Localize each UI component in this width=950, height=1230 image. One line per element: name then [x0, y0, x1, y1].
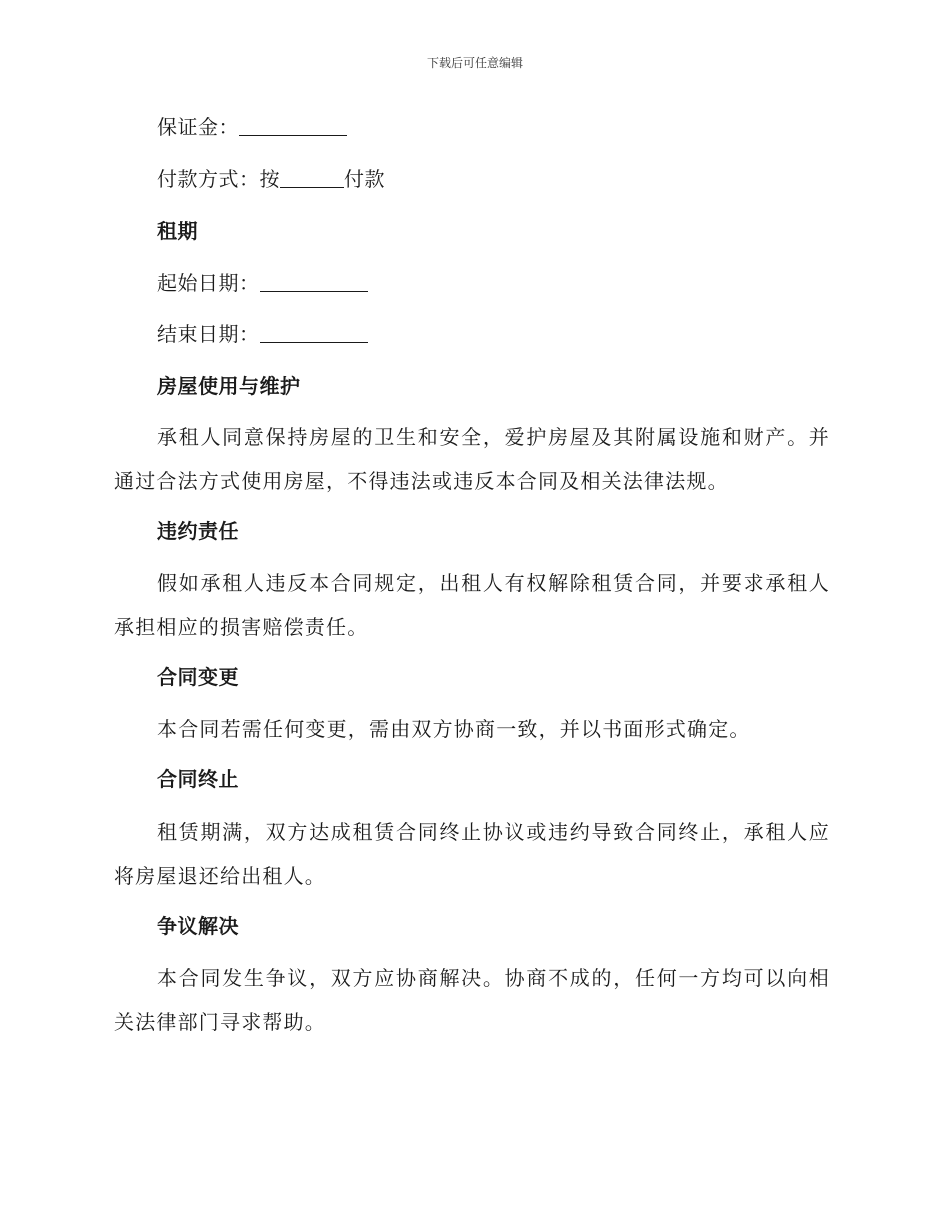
section-heading-breach: 违约责任 — [157, 519, 239, 543]
payment-suffix: 付款 — [344, 167, 385, 191]
end-date-label: 结束日期： — [157, 322, 260, 346]
page-header-note: 下载后可任意编辑 — [426, 56, 523, 70]
section-body-usage: 承租人同意保持房屋的卫生和安全，爱护房屋及其附属设施和财产。并通过合法方式使用房屋，不得违法或违反本合同及相关法律法规。 — [114, 425, 830, 493]
start-date-label: 起始日期： — [157, 271, 260, 295]
section-heading-dispute: 争议解决 — [157, 914, 239, 938]
end-date-blank — [260, 322, 368, 343]
start-date-blank — [260, 271, 368, 292]
payment-line — [157, 165, 385, 193]
end-date-line — [157, 320, 368, 348]
section-body-breach: 假如承租人违反本合同规定，出租人有权解除租赁合同，并要求承租人承担相应的损害赔偿责任。 — [114, 571, 830, 639]
section-heading-termination: 合同终止 — [157, 767, 239, 791]
deposit-blank — [239, 115, 347, 136]
start-date-line — [157, 269, 368, 297]
deposit-line — [157, 113, 347, 141]
section-body-amendment: 本合同若需任何变更，需由双方协商一致，并以书面形式确定。 — [157, 717, 751, 741]
deposit-label: 保证金： — [157, 115, 239, 139]
section-heading-amendment: 合同变更 — [157, 665, 239, 689]
term-heading: 租期 — [157, 219, 198, 243]
payment-blank — [280, 167, 344, 188]
section-body-termination: 租赁期满，双方达成租赁合同终止协议或违约导致合同终止，承租人应将房屋退还给出租人。 — [114, 820, 830, 888]
section-heading-usage: 房屋使用与维护 — [157, 374, 301, 398]
payment-label: 付款方式：按 — [157, 167, 280, 191]
section-body-dispute: 本合同发生争议，双方应协商解决。协商不成的，任何一方均可以向相关法律部门寻求帮助。 — [114, 966, 830, 1034]
